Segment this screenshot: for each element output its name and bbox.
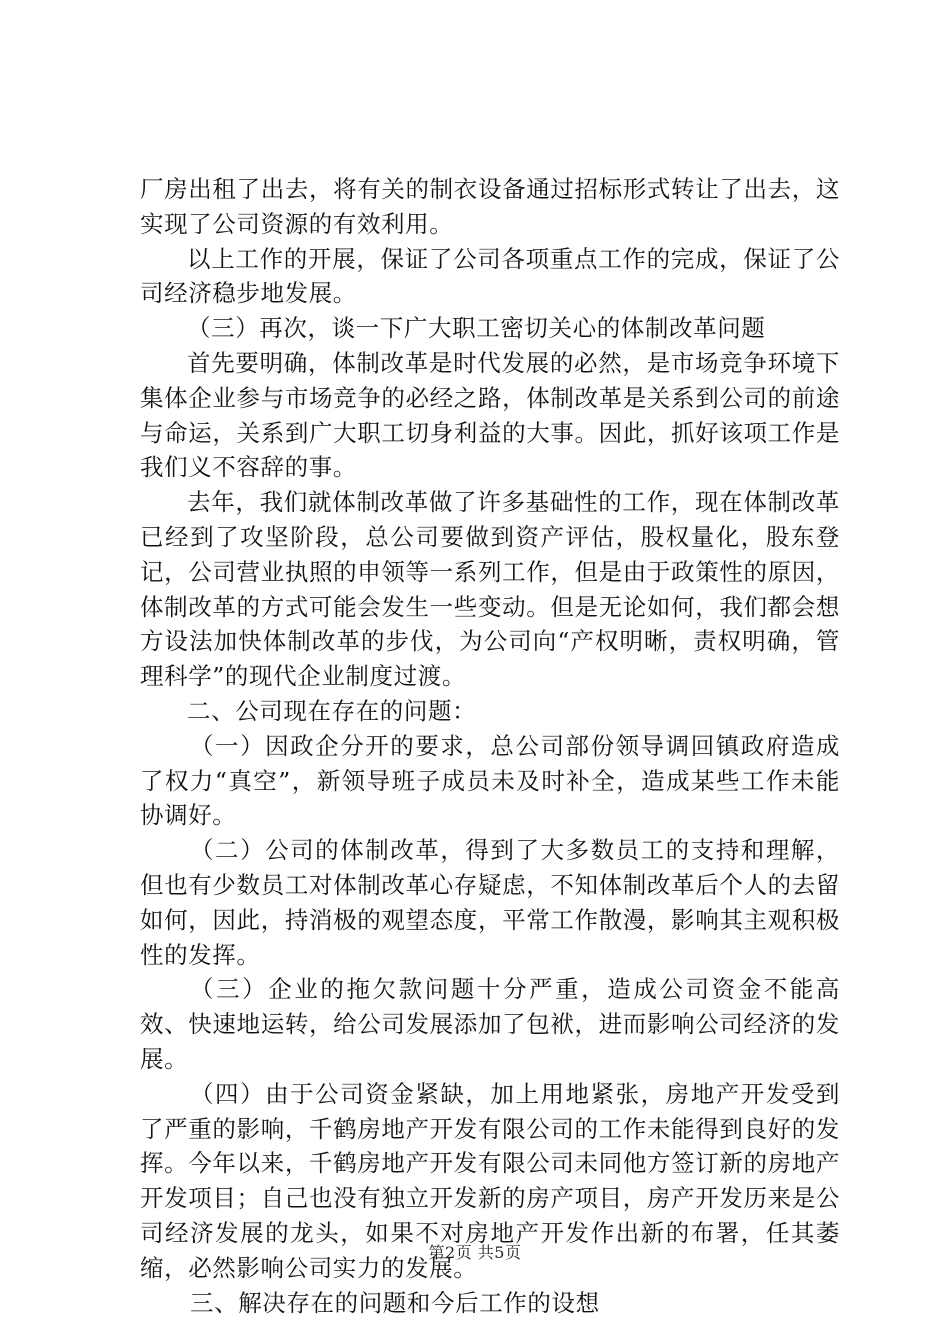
section-heading-solutions: 三、解决存在的问题和今后工作的设想 [190,1288,600,1317]
section-heading-reform: （三）再次，谈一下广大职工密切关心的体制改革问题 [187,314,766,343]
paragraph-summary: 以上工作的开展，保证了公司各项重点工作的完成，保证了公司经济稳步地发展。 [140,244,840,308]
paragraph-continuation: 厂房出租了出去，将有关的制衣设备通过招标形式转让了出去，这实现了公司资源的有效利用。 [140,175,840,238]
problem-item-3: （三）企业的拖欠款问题十分严重，造成公司资金不能高效、快速地运转，给公司发展添加了包袱，进而影响公司经济的发展。 [140,975,840,1073]
problem-item-1: （一）因政企分开的要求，总公司部份领导调回镇政府造成了权力“真空”，新领导班子成员未及时补全，造成某些工作未能协调好。 [140,731,840,830]
document-body [140,172,840,1320]
problem-item-2: （二）公司的体制改革，得到了大多数员工的支持和理解，但也有少数员工对体制改革心存疑虑，不知体制改革后个人的去留如何，因此，持消极的观望态度，平常工作散漫，影响其主观积极性的发挥。 [140,836,840,969]
paragraph-reform-progress: 去年，我们就体制改革做了许多基础性的工作，现在体制改革已经到了攻坚阶段，总公司要做到资产评估，股权量化，股东登记，公司营业执照的申领等一系列工作，但是由于政策性的原因，体制改革的方式可能会发生一些变动。但是无论如何，我们都会想方设法加快体制改革的步伐，为公司向“产权明晰，责权明确，管理科学”的现代企业制度过渡。 [140,488,840,691]
page-number-footer: 第2页 共5页 [428,1243,522,1262]
paragraph-reform-necessity: 首先要明确，体制改革是时代发展的必然，是市场竞争环境下集体企业参与市场竞争的必经之路，体制改革是关系到公司的前途与命运，关系到广大职工切身利益的大事。因此，抓好该项工作是我们义不容辞的事。 [140,348,840,482]
problem-item-4: （四）由于公司资金紧缺，加上用地紧张，房地产开发受到了严重的影响，千鹤房地产开发有限公司的工作未能得到良好的发挥。今年以来，千鹤房地产开发有限公司未同他方签订新的房地产开发项目；自己也没有独立开发新的房产项目，房产开发历来是公司经济发展的龙头，如果不对房地产开发作出新的布署，任其萎缩，必然影响公司实力的发展。 [140,1079,840,1282]
section-heading-problems: 二、公司现在存在的问题： [187,696,477,725]
